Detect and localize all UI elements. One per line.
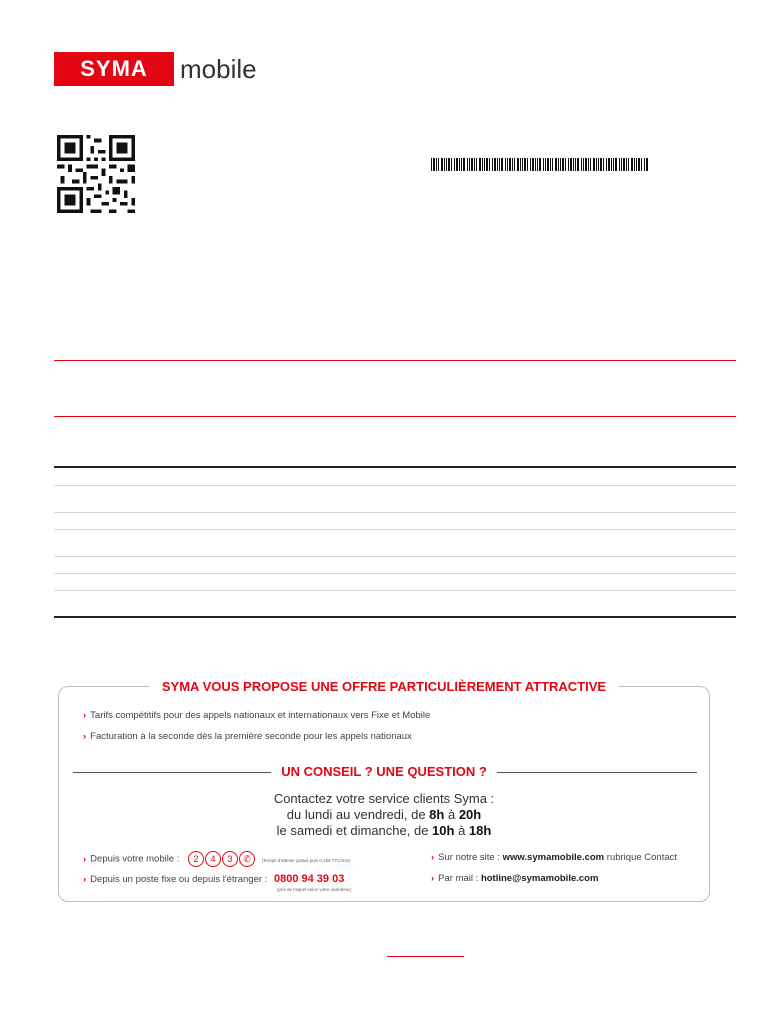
site-link[interactable]: www.symamobile.com	[502, 852, 605, 863]
divider-red-2	[54, 416, 736, 417]
fixe-contact-label: Depuis un poste fixe ou depuis l'étranger :	[90, 874, 268, 885]
chevron-right-icon: ›	[83, 710, 87, 721]
barcode-bar	[631, 158, 633, 171]
barcode-bar	[537, 158, 538, 171]
barcode-bar	[505, 158, 506, 171]
barcode-bar	[636, 158, 637, 171]
mail-contact	[431, 873, 598, 884]
barcode-bar	[560, 158, 561, 171]
chevron-right-icon: ›	[431, 873, 435, 884]
barcode-bar	[568, 158, 569, 171]
fixe-contact	[83, 873, 344, 885]
barcode-bar	[527, 158, 528, 171]
barcode-bar	[550, 158, 551, 171]
contact-weekday-prefix: du lundi au vendredi, de	[286, 807, 430, 822]
bottom-red-rule	[387, 956, 464, 957]
barcode-bar	[598, 158, 599, 171]
syma-logo	[54, 52, 257, 86]
barcode-bar	[476, 158, 477, 171]
contact-weekend-sep: à	[454, 823, 469, 838]
barcode-bar	[611, 158, 612, 171]
barcode-bar	[606, 158, 607, 171]
barcode-bar	[524, 158, 526, 171]
barcode-bar	[583, 158, 584, 171]
barcode-bar	[547, 158, 549, 171]
digit-badge: 3	[222, 851, 238, 867]
table-row-rule	[54, 556, 736, 557]
barcode-bar	[646, 158, 648, 171]
site-contact-suffix: rubrique Contact	[604, 852, 678, 863]
barcode-bar	[494, 158, 496, 171]
barcode-bar	[492, 158, 493, 171]
fixe-phone-number[interactable]: 0800 94 39 03	[273, 873, 345, 885]
table-header-rule	[54, 466, 736, 468]
barcode-bar	[459, 158, 460, 171]
barcode-bar	[596, 158, 597, 171]
divider-red-1	[54, 360, 736, 361]
mail-contact-label: Par mail :	[438, 873, 481, 884]
barcode-bar	[436, 158, 437, 171]
logo-box-text: SYMA	[80, 56, 148, 81]
barcode-bar	[588, 158, 589, 171]
barcode-bar	[545, 158, 546, 171]
barcode-bar	[628, 158, 629, 171]
barcode-bar	[555, 158, 557, 171]
barcode-bar	[570, 158, 572, 171]
barcode-bar	[441, 158, 443, 171]
barcode-bar	[615, 158, 617, 171]
contact-weekend-close: 18h	[468, 823, 492, 838]
barcode-bar	[454, 158, 455, 171]
barcode-bar	[644, 158, 645, 171]
contact-weekday-open: 8h	[429, 807, 445, 822]
barcode-bar	[626, 158, 627, 171]
barcode-bar	[489, 158, 490, 171]
barcode-bar	[634, 158, 635, 171]
barcode-bar	[433, 158, 435, 171]
barcode-bar	[497, 158, 498, 171]
offer-bullet	[83, 731, 412, 742]
barcode-bar	[638, 158, 640, 171]
barcode-bar	[543, 158, 544, 171]
barcode-bar	[552, 158, 553, 171]
table-row-rule	[54, 590, 736, 591]
chevron-right-icon: ›	[431, 852, 435, 863]
barcode-bar	[469, 158, 470, 171]
contact-heading: Contactez votre service clients Syma :	[273, 791, 495, 806]
barcode-bar	[484, 158, 485, 171]
barcode-bar	[641, 158, 642, 171]
barcode-bar	[461, 158, 462, 171]
site-contact	[431, 852, 677, 863]
table-row-rule	[54, 512, 736, 513]
barcode-bar	[456, 158, 458, 171]
offer-box	[58, 679, 710, 902]
barcode-bar	[608, 158, 610, 171]
table-row-rule	[54, 573, 736, 574]
barcode-bar	[575, 158, 576, 171]
chevron-right-icon: ›	[83, 731, 87, 742]
fixe-note: (prix de l'appel selon votre opérateur)	[277, 887, 352, 892]
logo-word: mobile	[180, 53, 257, 84]
mobile-contact-label: Depuis votre mobile :	[90, 853, 180, 865]
barcode-bar	[438, 158, 439, 171]
mobile-contact	[83, 851, 351, 867]
contact-weekday-sep: à	[444, 807, 459, 822]
barcode-bar	[581, 158, 582, 171]
contact-weekday-close: 20h	[458, 807, 482, 822]
barcode-bar	[603, 158, 604, 171]
barcode-bar	[520, 158, 521, 171]
barcode-bar	[621, 158, 622, 171]
barcode-bar	[448, 158, 450, 171]
table-row-rule	[54, 529, 736, 530]
mobile-shortcode[interactable]	[188, 854, 259, 865]
contact-weekday	[59, 807, 709, 823]
qr-code-icon	[54, 135, 138, 213]
barcode-bar	[539, 158, 541, 171]
barcode-bar	[482, 158, 483, 171]
barcode-bar	[444, 158, 445, 171]
offer-bullet	[83, 710, 430, 721]
barcode-bar	[514, 158, 515, 171]
barcode-bar	[467, 158, 468, 171]
barcode-bar	[471, 158, 473, 171]
offer-title-text: SYMA VOUS PROPOSE UNE OFFRE PARTICULIÈREMENT ATTRACTIVE	[150, 679, 618, 694]
offer-bullet-text: Tarifs compétitifs pour des appels nationaux et internationaux vers Fixe et Mobile	[90, 710, 431, 721]
barcode-bar	[463, 158, 465, 171]
barcode-bar	[431, 158, 432, 171]
chevron-right-icon: ›	[83, 853, 87, 865]
barcode-bar	[512, 158, 513, 171]
barcode-bar	[600, 158, 602, 171]
barcode-bar	[501, 158, 503, 171]
digit-badge: 4	[205, 851, 221, 867]
offer-bullet-text: Facturation à la seconde dès la première seconde pour les appels nationaux	[90, 731, 412, 742]
barcode-bar	[593, 158, 595, 171]
barcode-bar	[623, 158, 625, 171]
digit-badge: 2	[188, 851, 204, 867]
barcode-bar	[509, 158, 511, 171]
barcode-bar	[499, 158, 500, 171]
logo-box	[54, 52, 174, 86]
barcode-bar	[573, 158, 574, 171]
barcode-bar	[507, 158, 508, 171]
conseil-title: UN CONSEIL ? UNE QUESTION ?	[281, 764, 487, 779]
barcode-bar	[446, 158, 447, 171]
barcode-bar	[479, 158, 481, 171]
contact-weekend-prefix: le samedi et dimanche, de	[276, 823, 433, 838]
barcode-bar	[590, 158, 591, 171]
table-row-rule	[54, 485, 736, 486]
table-footer-rule	[54, 616, 736, 618]
barcode-bar	[619, 158, 620, 171]
contact-weekend	[59, 823, 709, 839]
barcode-bar	[577, 158, 579, 171]
barcode-bar	[486, 158, 488, 171]
barcode-bar	[517, 158, 519, 171]
barcode-bar	[451, 158, 452, 171]
chevron-right-icon: ›	[83, 874, 87, 885]
barcode-bar	[535, 158, 536, 171]
contact-weekend-open: 10h	[432, 823, 455, 838]
barcode-bar	[613, 158, 614, 171]
barcode-icon	[431, 158, 651, 171]
offer-title	[59, 678, 709, 696]
barcode-bar	[565, 158, 566, 171]
barcode-bar	[474, 158, 475, 171]
barcode-bar	[562, 158, 564, 171]
mobile-note: (Temps d'attente gratuit puis 0,15€ TTC/min)	[261, 857, 351, 863]
barcode-bar	[558, 158, 559, 171]
barcode-bar	[530, 158, 531, 171]
barcode-bar	[585, 158, 587, 171]
phone-icon: ✆	[239, 851, 255, 867]
site-contact-label: Sur notre site :	[438, 852, 503, 863]
mail-link[interactable]: hotline@symamobile.com	[480, 873, 599, 884]
barcode-bar	[532, 158, 534, 171]
barcode-bar	[522, 158, 523, 171]
